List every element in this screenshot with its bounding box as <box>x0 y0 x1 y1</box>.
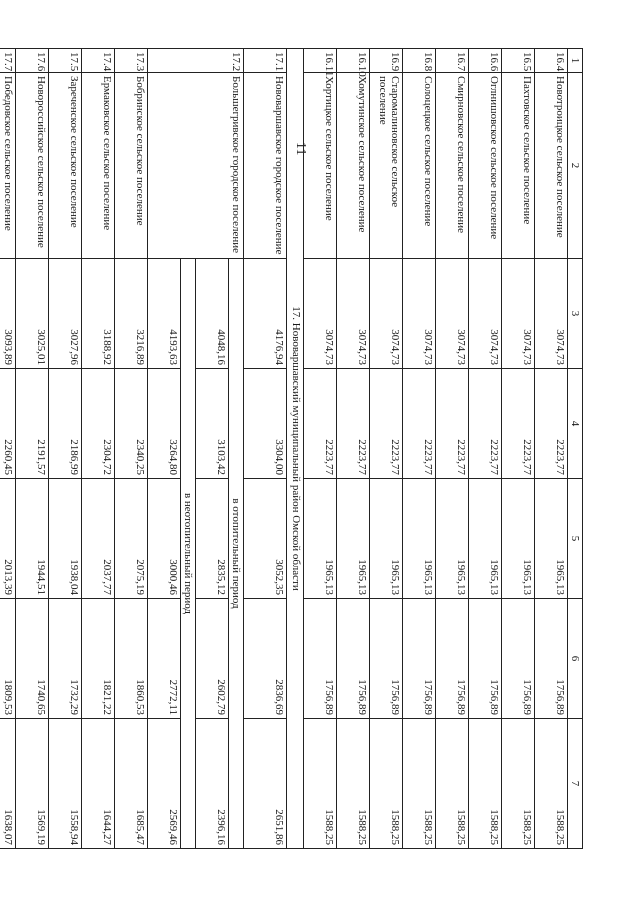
row-number: 16.5 <box>502 49 535 73</box>
value-cell: 3093,89 <box>0 259 16 369</box>
value-cell: 3074,73 <box>370 259 403 369</box>
value-cell: 3074,73 <box>436 259 469 369</box>
value-cell: 1965,13 <box>304 479 337 599</box>
table-row <box>49 49 82 849</box>
settlement-name: Оглнишовское сельское поселение <box>469 73 502 259</box>
value-cell: 2304,72 <box>82 369 115 479</box>
settlement-name: Пахтовское сельское поселение <box>502 73 535 259</box>
table-row <box>304 49 337 849</box>
value-cell: 1860,53 <box>115 599 148 719</box>
value-cell: 4176,94 <box>244 259 287 369</box>
value-cell: 2223,77 <box>436 369 469 479</box>
value-cell: 1965,13 <box>370 479 403 599</box>
table-row <box>403 49 436 849</box>
value-cell: 3052,35 <box>244 479 287 599</box>
value-cell: 2223,77 <box>403 369 436 479</box>
row-number: 17.4 <box>82 49 115 73</box>
value-cell: 3025,01 <box>16 259 49 369</box>
table-row <box>115 49 148 849</box>
value-cell: 2037,77 <box>82 479 115 599</box>
value-cell: 1569,19 <box>16 719 49 849</box>
value-cell: 4193,63 <box>148 259 181 369</box>
table-row <box>244 49 287 849</box>
settlement-name: Новотроицкое сельское поселение <box>535 73 568 259</box>
value-cell: 1756,89 <box>469 599 502 719</box>
header-cell: 2 <box>568 73 583 259</box>
header-cell: 3 <box>568 259 583 369</box>
value-cell: 1756,89 <box>304 599 337 719</box>
row-number: 16.8 <box>403 49 436 73</box>
rotated-table-container <box>2 48 583 848</box>
value-cell: 2191,57 <box>16 369 49 479</box>
table-row <box>370 49 403 849</box>
settlement-name: Хомутинское сельское поселение <box>337 73 370 259</box>
row-number: 16.11 <box>304 49 337 73</box>
value-cell: 2223,77 <box>502 369 535 479</box>
settlement-name: Старомалиновское сельское поселение <box>370 73 403 259</box>
value-cell: 2223,77 <box>304 369 337 479</box>
value-cell: 2075,19 <box>115 479 148 599</box>
settlement-name: Зареченское сельское поселение <box>49 73 82 259</box>
row-number: 16.7 <box>436 49 469 73</box>
value-cell: 1756,89 <box>337 599 370 719</box>
value-cell: 1588,25 <box>436 719 469 849</box>
value-cell: 1965,13 <box>403 479 436 599</box>
value-cell: 2602,79 <box>196 599 229 719</box>
value-cell: 1756,89 <box>436 599 469 719</box>
value-cell: 1588,25 <box>370 719 403 849</box>
table-row <box>82 49 115 849</box>
value-cell: 1965,13 <box>337 479 370 599</box>
value-cell: 1756,89 <box>502 599 535 719</box>
header-cell: 4 <box>568 369 583 479</box>
header-cell: 1 <box>568 49 583 73</box>
table-row <box>337 49 370 849</box>
value-cell: 3216,89 <box>115 259 148 369</box>
section-row <box>287 49 304 849</box>
value-cell: 2223,77 <box>337 369 370 479</box>
value-cell: 1756,89 <box>403 599 436 719</box>
table-row <box>436 49 469 849</box>
value-cell: 1965,13 <box>469 479 502 599</box>
settlement-name: Хортицкое сельское поселение <box>304 73 337 259</box>
value-cell: 1938,04 <box>49 479 82 599</box>
value-cell: 3074,73 <box>403 259 436 369</box>
value-cell: 3074,73 <box>304 259 337 369</box>
value-cell: 1588,25 <box>535 719 568 849</box>
value-cell: 3027,96 <box>49 259 82 369</box>
row-number: 17.6 <box>16 49 49 73</box>
row-number: 16.9 <box>370 49 403 73</box>
value-cell: 2836,69 <box>244 599 287 719</box>
row-number: 16.6 <box>469 49 502 73</box>
settlement-name: Бобринское сельское поселение <box>115 73 148 259</box>
value-cell: 1944,51 <box>16 479 49 599</box>
row-number: 16.4 <box>535 49 568 73</box>
value-cell: 2260,45 <box>0 369 16 479</box>
value-cell: 3074,73 <box>337 259 370 369</box>
value-cell: 2013,39 <box>0 479 16 599</box>
value-cell: 3074,73 <box>502 259 535 369</box>
settlement-name: Нововаршавское городское поселение <box>244 73 287 259</box>
value-cell: 2223,77 <box>535 369 568 479</box>
table-row <box>535 49 568 849</box>
tariff-table <box>0 48 583 849</box>
value-cell: 1588,25 <box>304 719 337 849</box>
header-cell: 7 <box>568 719 583 849</box>
value-cell: 1558,94 <box>49 719 82 849</box>
table-row <box>469 49 502 849</box>
value-cell: 1965,13 <box>502 479 535 599</box>
value-cell: 3000,46 <box>148 479 181 599</box>
value-cell: 1821,22 <box>82 599 115 719</box>
value-cell: 1756,89 <box>370 599 403 719</box>
value-cell: 1588,25 <box>337 719 370 849</box>
value-cell: 1644,27 <box>82 719 115 849</box>
settlement-name: Смирновское сельское поселение <box>436 73 469 259</box>
value-cell: 2186,99 <box>49 369 82 479</box>
row-number: 17.2 <box>148 49 244 73</box>
header-cell: 5 <box>568 479 583 599</box>
settlement-name: Ермаковское сельское поселение <box>82 73 115 259</box>
settlement-name: Большегривское городское поселение <box>148 73 244 259</box>
value-cell: 1588,25 <box>403 719 436 849</box>
value-cell: 2396,16 <box>196 719 229 849</box>
header-row <box>568 49 583 849</box>
settlement-name: Солоцецкое сельское поселение <box>403 73 436 259</box>
page-number: 11 <box>293 142 308 156</box>
period-row <box>229 49 244 849</box>
value-cell: 1965,13 <box>436 479 469 599</box>
section-title: 17. Нововаршавский муниципальный район Омской области <box>287 49 304 849</box>
value-cell: 2340,25 <box>115 369 148 479</box>
value-cell: 1965,13 <box>535 479 568 599</box>
settlement-name: Победовское сельское поселение <box>0 73 16 259</box>
period-label: в отопительный период <box>229 259 244 849</box>
row-number: 17.1 <box>244 49 287 73</box>
value-cell: 3188,92 <box>82 259 115 369</box>
value-cell: 3103,42 <box>196 369 229 479</box>
value-cell: 2569,46 <box>148 719 181 849</box>
value-cell: 3074,73 <box>469 259 502 369</box>
value-cell: 3304,00 <box>244 369 287 479</box>
value-cell: 1588,25 <box>469 719 502 849</box>
value-cell: 1638,07 <box>0 719 16 849</box>
settlement-name: Новороссийское сельское поселение <box>16 73 49 259</box>
row-number: 17.5 <box>49 49 82 73</box>
table-row <box>16 49 49 849</box>
value-cell: 2772,11 <box>148 599 181 719</box>
value-cell: 3264,80 <box>148 369 181 479</box>
value-cell: 1588,25 <box>502 719 535 849</box>
period-label: в неотопительный период <box>181 259 196 849</box>
value-cell: 1809,53 <box>0 599 16 719</box>
value-cell: 1732,29 <box>49 599 82 719</box>
value-cell: 2223,77 <box>370 369 403 479</box>
value-cell: 2835,12 <box>196 479 229 599</box>
value-cell: 4048,16 <box>196 259 229 369</box>
header-cell: 6 <box>568 599 583 719</box>
table-row <box>0 49 16 849</box>
value-cell: 2223,77 <box>469 369 502 479</box>
row-number: 17.7 <box>0 49 16 73</box>
row-number: 16.10 <box>337 49 370 73</box>
value-cell: 1685,47 <box>115 719 148 849</box>
value-cell: 1756,89 <box>535 599 568 719</box>
table-row <box>502 49 535 849</box>
row-number: 17.3 <box>115 49 148 73</box>
value-cell: 1740,65 <box>16 599 49 719</box>
value-cell: 2651,86 <box>244 719 287 849</box>
value-cell: 3074,73 <box>535 259 568 369</box>
